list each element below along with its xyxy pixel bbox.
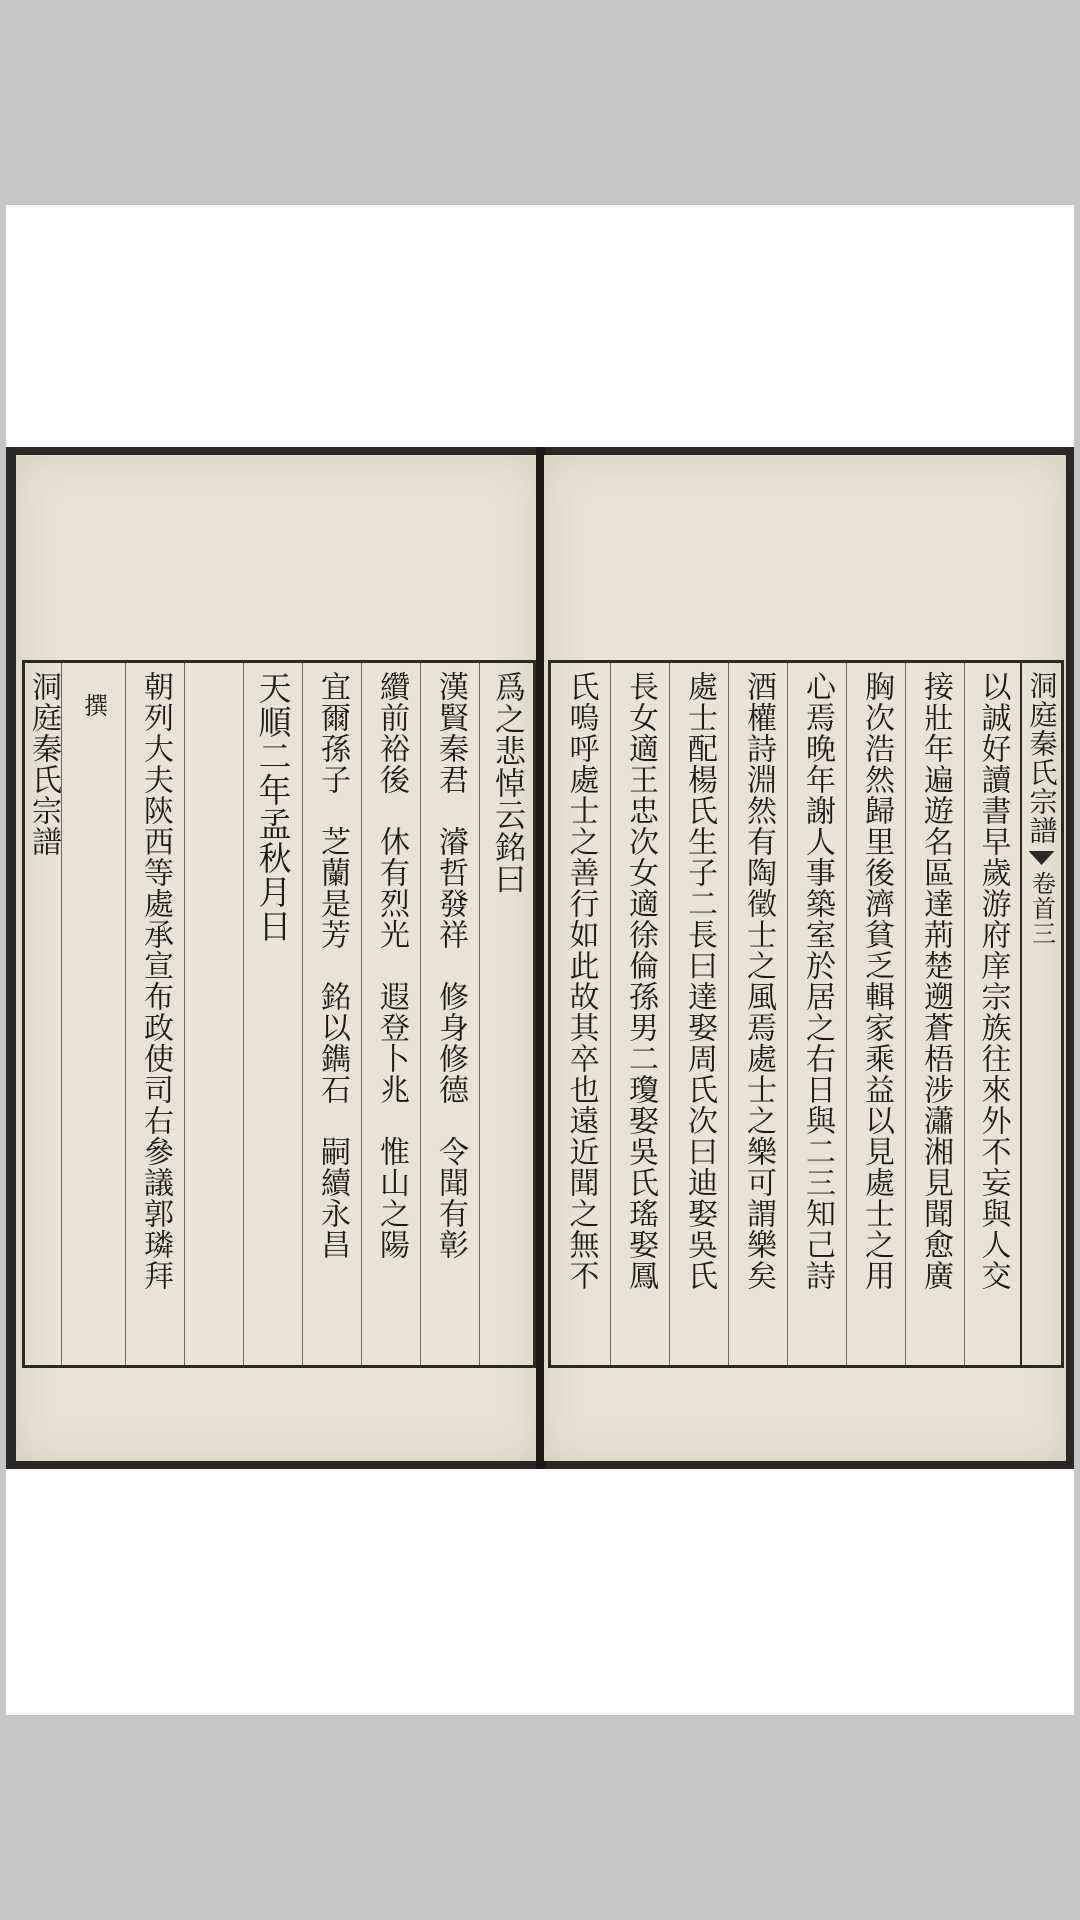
- left-margin-title: 洞庭秦氏宗譜: [26, 671, 61, 857]
- right-page: [544, 455, 1066, 1461]
- left-column-6: [361, 663, 420, 1365]
- left-page: [16, 455, 538, 1461]
- right-column-3-text: 處士配楊氏生子二長曰達娶周氏次曰迪娶吳氏: [682, 671, 717, 1291]
- right-column-8: [964, 663, 1020, 1365]
- right-column-4: [728, 663, 787, 1365]
- right-column-4-text: 酒權詩淵然有陶徵士之風焉處士之樂可謂樂矣: [741, 671, 776, 1291]
- left-column-8-text: 爲之悲悼云銘曰: [489, 671, 525, 895]
- right-margin-column: [1020, 663, 1061, 1365]
- book-scan: [6, 447, 1074, 1469]
- right-margin-title: 洞庭秦氏宗譜: [1025, 671, 1059, 845]
- left-column-5-text: 宜爾孫子 芝蘭是芳 銘以鐫石 嗣續永昌: [315, 671, 350, 1260]
- right-column-5: [787, 663, 846, 1365]
- left-margin-column: [25, 663, 61, 1365]
- left-column-4: [243, 663, 302, 1365]
- left-column-8: [479, 663, 533, 1365]
- left-text-panel: [22, 660, 536, 1368]
- left-column-2: [125, 663, 184, 1365]
- right-column-2-text: 長女適王忠次女適徐倫孫男二瓊娶吳氏瑤娶鳳: [623, 671, 658, 1291]
- right-margin-volume: 卷首三: [1027, 871, 1056, 946]
- left-column-5: [302, 663, 361, 1365]
- right-column-7: [905, 663, 964, 1365]
- right-column-8-text: 以誠好讀書早歲游府庠宗族往來外不妄與人交: [975, 671, 1011, 1291]
- left-column-7: [420, 663, 479, 1365]
- left-column-6-text: 纘前裕後 休有烈光 遐登卜兆 惟山之陽: [374, 671, 409, 1260]
- right-column-7-text: 接壯年遍遊名區達荊楚遡蒼梧涉瀟湘見聞愈廣: [918, 671, 953, 1291]
- fish-tail-mark-icon: [1029, 851, 1055, 865]
- image-frame: [6, 205, 1074, 1715]
- right-column-1-text: 氏嗚呼處士之善行如此故其卒也遠近聞之無不: [563, 671, 599, 1291]
- right-column-6: [846, 663, 905, 1365]
- right-column-5-text: 心焉晚年謝人事築室於居之右日與二三知己詩: [800, 671, 835, 1291]
- right-column-3: [669, 663, 728, 1365]
- right-text-panel: [548, 660, 1064, 1368]
- right-column-2: [610, 663, 669, 1365]
- left-column-1-text: 撰: [79, 693, 108, 718]
- left-column-2-text: 朝列大夫陝西等處承宣布政使司右參議郭璘拜: [138, 671, 173, 1291]
- left-column-3: [184, 663, 243, 1365]
- right-column-6-text: 胸次浩然歸里後濟貧乏輯家乘益以見處士之用: [859, 671, 894, 1291]
- left-column-1: [61, 663, 125, 1365]
- left-column-4-text: 天順二年孟秋月日: [253, 671, 293, 943]
- right-column-1: [551, 663, 610, 1365]
- left-column-7-text: 漢賢秦君 濬哲發祥 修身修德 令聞有彰: [433, 671, 468, 1260]
